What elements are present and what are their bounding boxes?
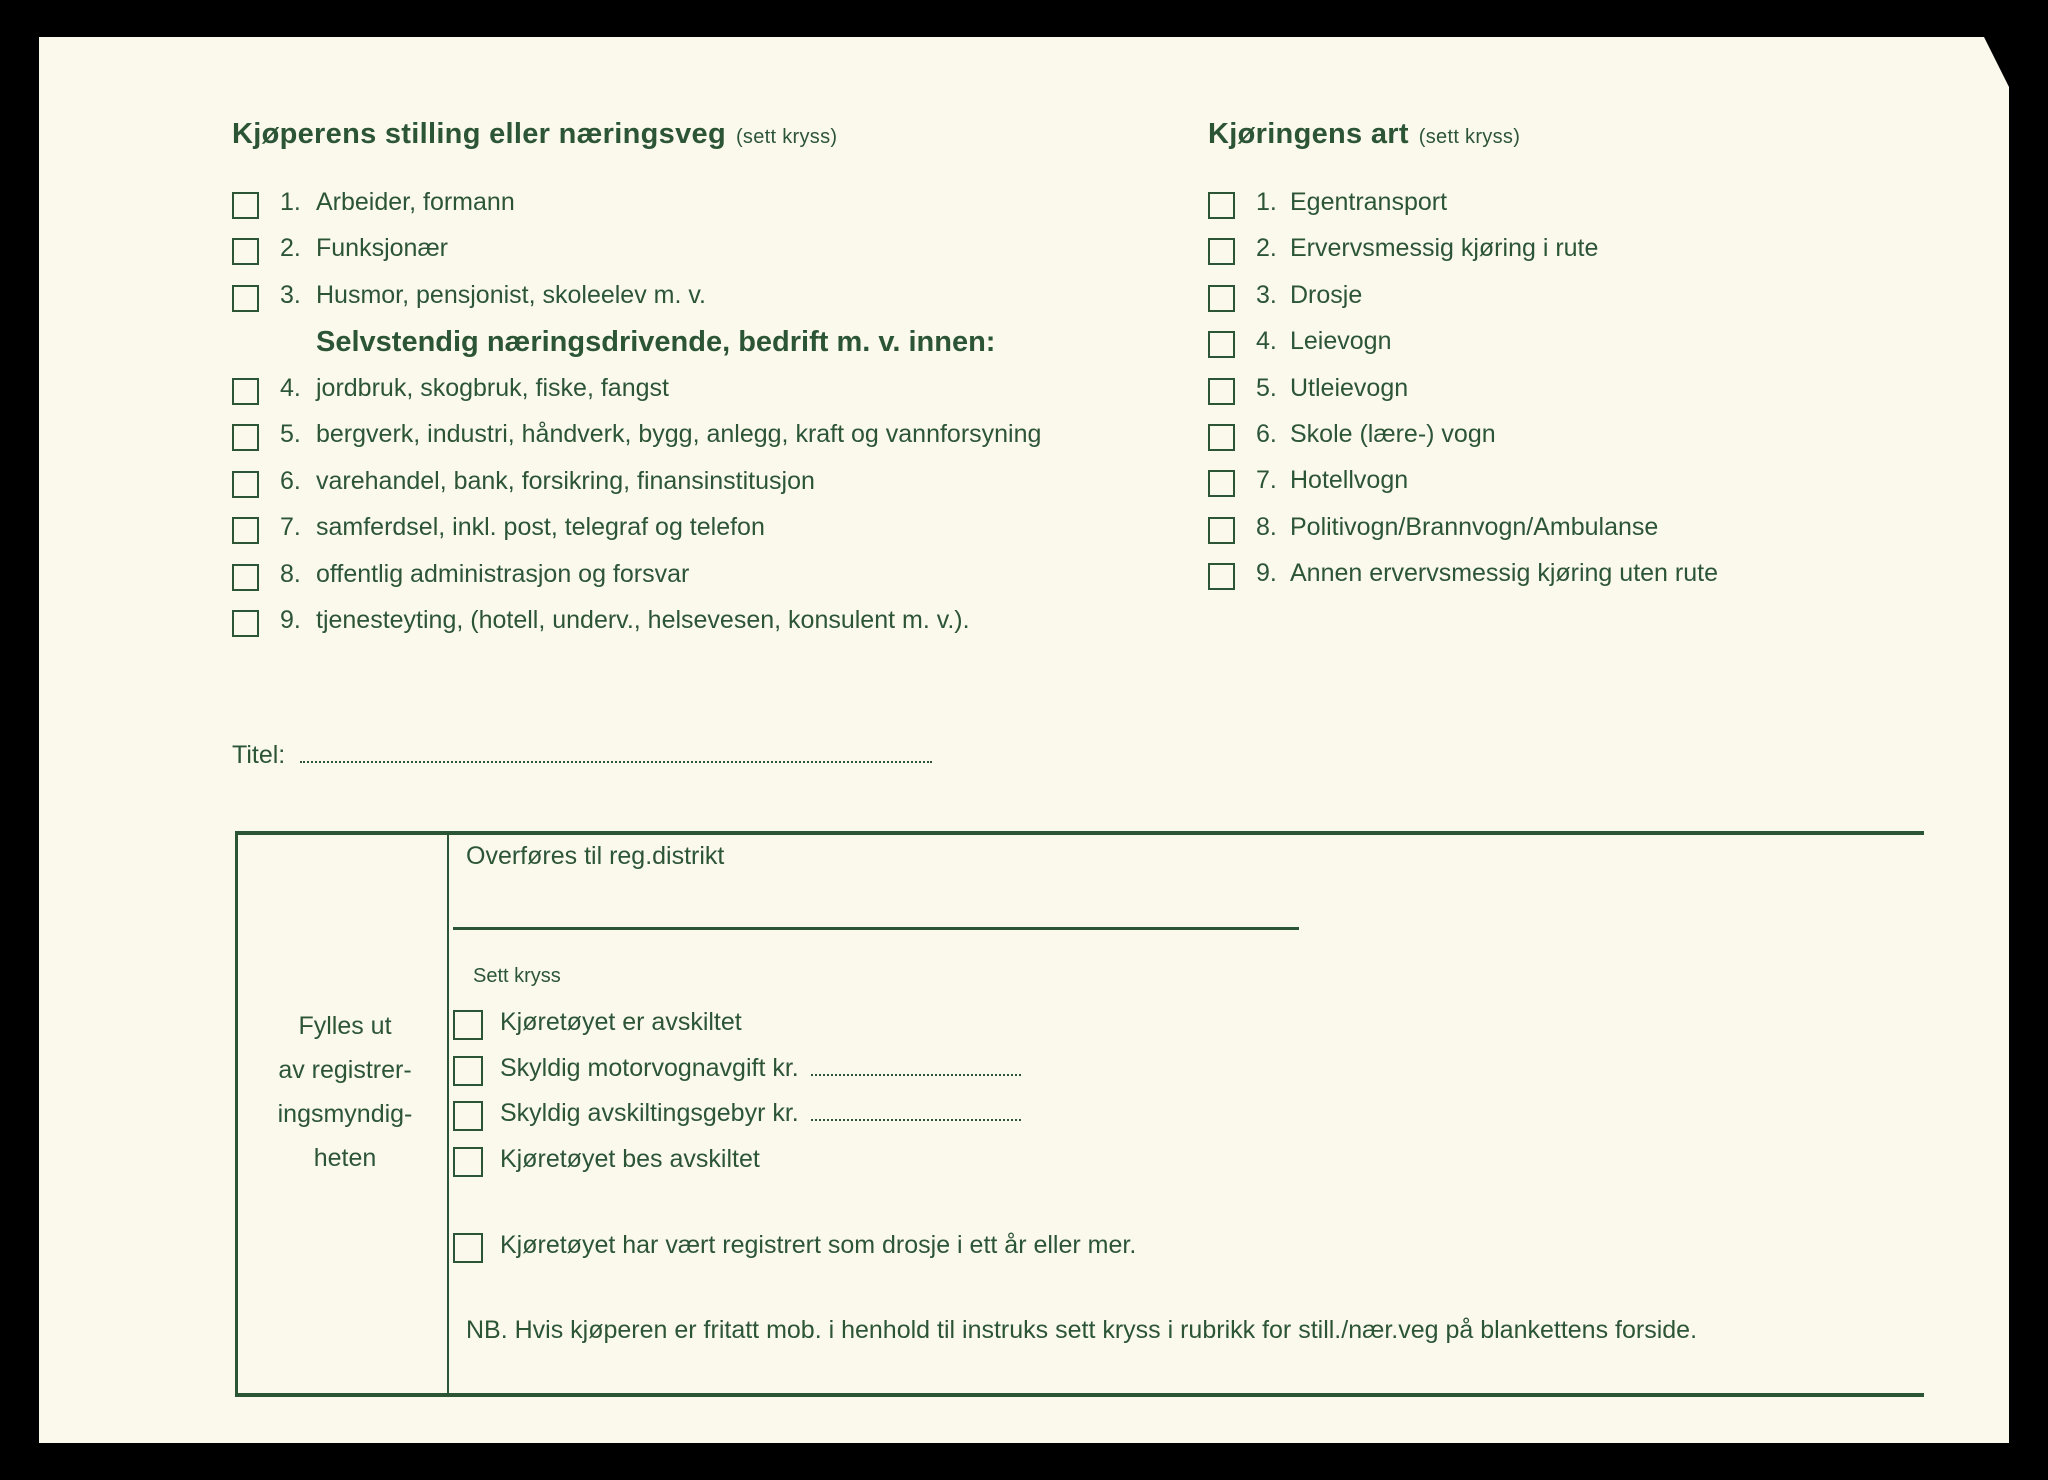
item-label: offentlig administrasjon og forsvar: [316, 559, 690, 588]
item-number: 8.: [1256, 512, 1277, 541]
checkbox[interactable]: [1208, 470, 1235, 497]
checkbox[interactable]: [232, 424, 259, 451]
item-number: 6.: [1256, 420, 1277, 448]
item-number: 2.: [1256, 234, 1277, 263]
titel-label: Titel:: [232, 741, 286, 769]
self-employed-subheading: Selvstendig næringsdrivende, bedrift m. v. innen:: [316, 326, 996, 358]
item-label: Hotellvogn: [1290, 466, 1409, 495]
item-label: Husmor, pensjonist, skoleelev m. v.: [316, 280, 706, 309]
checkbox[interactable]: [1208, 192, 1235, 219]
item-number: 1.: [1256, 188, 1277, 216]
item-label: Skyldig avskiltingsgebyr kr.: [500, 1099, 799, 1127]
checkbox[interactable]: [232, 517, 259, 544]
item-label: Utleievogn: [1290, 373, 1409, 402]
authority-label-line: heten: [313, 1144, 377, 1172]
item-label: Drosje: [1290, 280, 1363, 309]
checkbox[interactable]: [232, 564, 259, 591]
amount-input-line[interactable]: [811, 1073, 1021, 1076]
authority-label: [250, 1004, 440, 1180]
item-label: Skole (lære-) vogn: [1290, 420, 1496, 448]
checkbox[interactable]: [1208, 238, 1235, 265]
item-label: Funksjonær: [316, 234, 448, 263]
item-label: Annen ervervsmessig kjøring uten rute: [1290, 559, 1718, 588]
checkbox[interactable]: [1208, 331, 1235, 358]
authority-label-line: Fylles ut: [298, 1012, 392, 1040]
authority-label-line: ingsmyndig-: [277, 1100, 413, 1128]
amount-input-line[interactable]: [811, 1118, 1021, 1121]
item-number: 9.: [1256, 559, 1277, 588]
heading-text: Kjøperens stilling eller næringsveg: [232, 118, 726, 150]
box-divider: [447, 835, 449, 1393]
checkbox[interactable]: [232, 238, 259, 265]
item-motorvognavgift: [500, 1054, 1021, 1083]
item-label: Leievogn: [1290, 327, 1392, 356]
checkbox[interactable]: [1208, 517, 1235, 544]
item-label: varehandel, bank, forsikring, finansinstitusjon: [316, 466, 815, 495]
item-number: 7.: [280, 513, 301, 542]
checkbox-drosje-registered[interactable]: [453, 1233, 483, 1263]
box-bottom-border: [235, 1393, 1924, 1397]
checkbox[interactable]: [232, 285, 259, 312]
item-number: 5.: [280, 420, 301, 449]
item-number: 8.: [280, 559, 301, 588]
item-number: 4.: [280, 374, 301, 402]
transfer-label: Overføres til reg.distrikt: [466, 842, 725, 870]
heading-hint: (sett kryss): [735, 126, 838, 148]
checkbox[interactable]: [1208, 378, 1235, 405]
authority-label-line: av registrer-: [278, 1056, 412, 1084]
transfer-input-line[interactable]: [453, 927, 1299, 930]
buyer-occupation-heading: [232, 118, 837, 151]
item-number: 6.: [280, 466, 301, 495]
box-top-border: [235, 831, 1924, 835]
checkbox[interactable]: [232, 610, 259, 637]
item-number: 2.: [280, 234, 301, 263]
item-bes-avskiltet-label: Kjøretøyet bes avskiltet: [500, 1145, 760, 1173]
item-label: samferdsel, inkl. post, telegraf og telefon: [316, 513, 765, 542]
item-avskiltet-label: Kjøretøyet er avskiltet: [500, 1008, 742, 1036]
heading-hint: (sett kryss): [1418, 126, 1521, 148]
item-number: 5.: [1256, 373, 1277, 402]
heading-text: Kjøringens art: [1208, 118, 1409, 150]
item-number: 3.: [1256, 280, 1277, 309]
checkbox-avskiltingsgebyr[interactable]: [453, 1101, 483, 1131]
item-number: 4.: [1256, 327, 1277, 356]
item-label: bergverk, industri, håndverk, bygg, anlegg, kraft og vannforsyning: [316, 420, 1042, 449]
driving-type-heading: [1208, 118, 1520, 151]
item-label: Egentransport: [1290, 188, 1448, 216]
note-text: NB. Hvis kjøperen er fritatt mob. i henhold til instruks sett kryss i rubrikk for still./nær.veg på blankettens forside.: [466, 1316, 1698, 1344]
item-number: 3.: [280, 280, 301, 309]
checkbox-bes-avskiltet[interactable]: [453, 1147, 483, 1177]
item-label: jordbruk, skogbruk, fiske, fangst: [316, 374, 669, 402]
checkbox[interactable]: [1208, 563, 1235, 590]
titel-field: [232, 741, 932, 770]
checkbox[interactable]: [1208, 285, 1235, 312]
item-number: 9.: [280, 606, 301, 634]
checkbox[interactable]: [232, 192, 259, 219]
item-number: 7.: [1256, 466, 1277, 495]
checkbox[interactable]: [232, 378, 259, 405]
item-number: 1.: [280, 188, 301, 216]
item-label: tjenesteyting, (hotell, underv., helsevesen, konsulent m. v.).: [316, 606, 970, 634]
checkbox-motorvognavgift[interactable]: [453, 1056, 483, 1086]
item-label: Skyldig motorvognavgift kr.: [500, 1054, 799, 1082]
item-avskiltingsgebyr: [500, 1099, 1021, 1128]
item-label: Arbeider, formann: [316, 188, 515, 216]
item-label: Politivogn/Brannvogn/Ambulanse: [1290, 512, 1659, 541]
box-left-border: [235, 831, 238, 1397]
sett-kryss-label: Sett kryss: [473, 965, 561, 987]
checkbox[interactable]: [232, 471, 259, 498]
checkbox-avskiltet[interactable]: [453, 1010, 483, 1040]
checkbox[interactable]: [1208, 424, 1235, 451]
item-drosje-registered-label: Kjøretøyet har vært registrert som drosje i ett år eller mer.: [500, 1231, 1137, 1259]
item-label: Ervervsmessig kjøring i rute: [1290, 234, 1599, 263]
titel-input-line[interactable]: [300, 760, 932, 763]
